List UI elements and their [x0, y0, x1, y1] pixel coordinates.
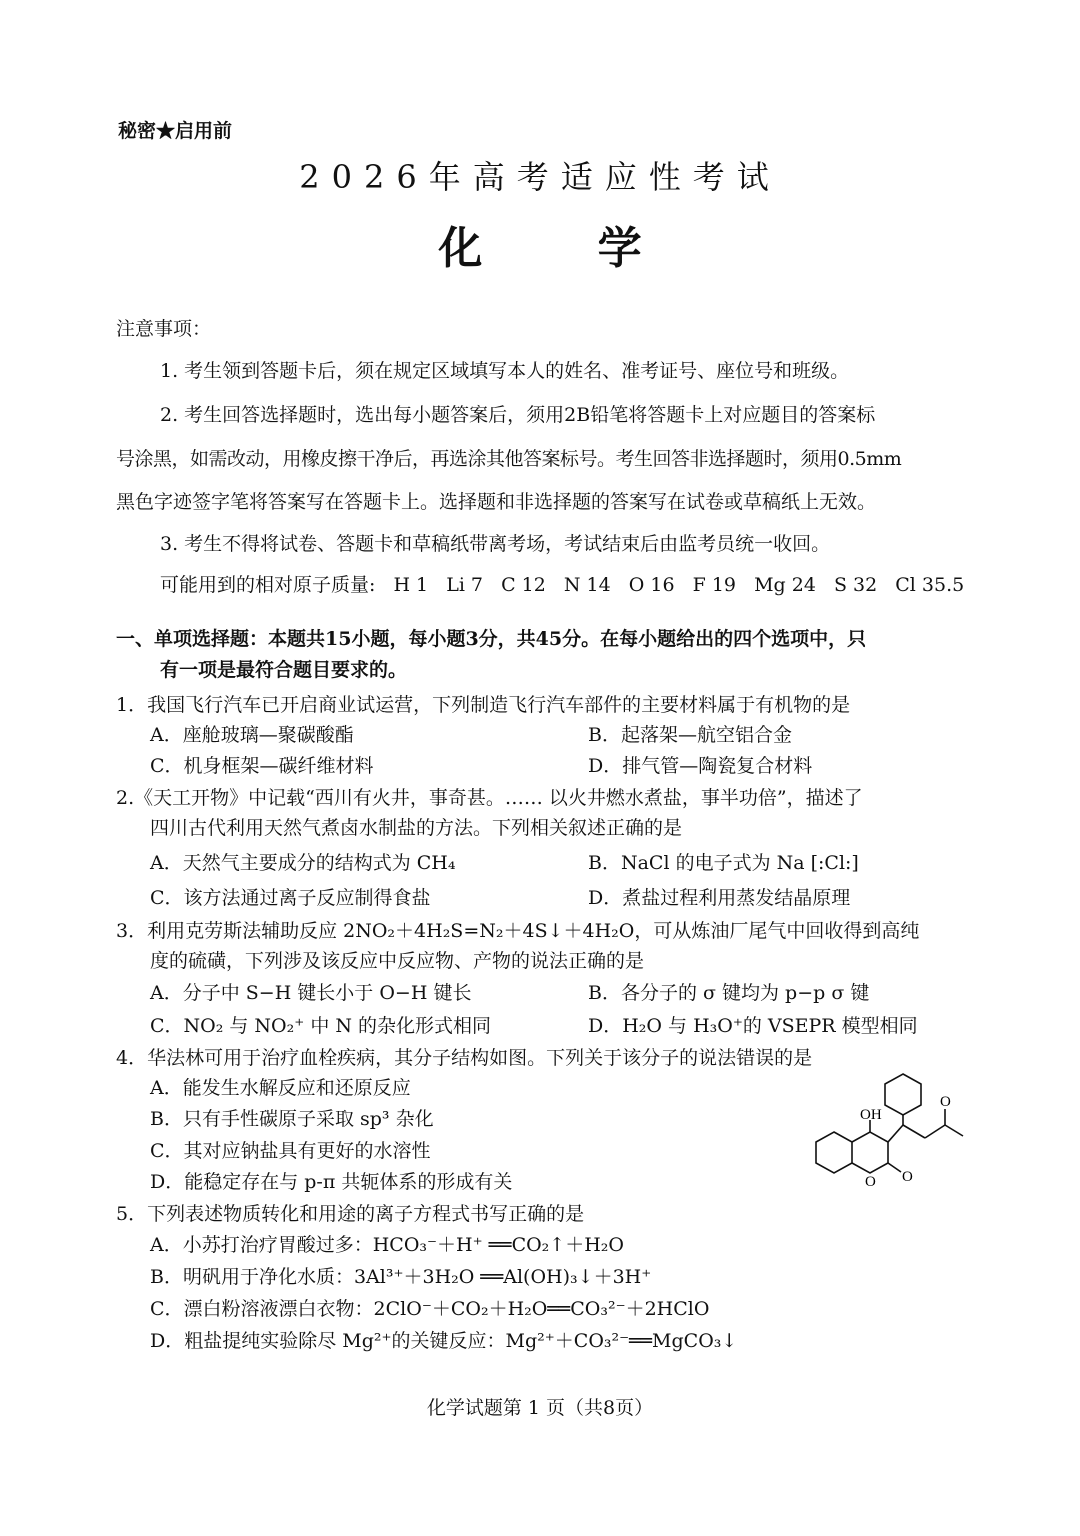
atomic-mass: F 19 — [692, 574, 737, 596]
subject-title: 化 学 — [438, 223, 692, 274]
notice-line: 黑色字迹签字笔将答案写在答题卡上。选择题和非选择题的答案写在试卷或草稿纸上无效。 — [116, 491, 877, 513]
atomic-masses — [160, 570, 976, 597]
atomic-mass: O 16 — [628, 574, 675, 596]
atomic-mass: Mg 24 — [754, 574, 816, 596]
lactone-o-label: O — [902, 1169, 913, 1185]
atomic-mass-label: 可能用到的相对原子质量: — [160, 574, 376, 596]
q3-option-d: D．H₂O 与 H₃O⁺的 VSEPR 模型相同 — [588, 1015, 918, 1037]
q2-option-a: A．天然气主要成分的结构式为 CH₄ — [150, 852, 456, 874]
q2-option-d: D．煮盐过程利用蒸发结晶原理 — [588, 887, 851, 909]
notice-heading: 注意事项： — [116, 318, 212, 340]
q4-option-c: C．其对应钠盐具有更好的水溶性 — [150, 1140, 431, 1162]
page-footer: 化学试题第 1 页（共8页） — [426, 1397, 654, 1419]
notice-line: 2. 考生回答选择题时，选出每小题答案后，须用2B铅笔将答题卡上对应题目的答案标 — [160, 404, 876, 426]
question-3: 3．利用克劳斯法辅助反应 2NO₂＋4H₂S=N₂＋4S↓＋4H₂O，可从炼油厂尾气中回收得到高纯 — [116, 920, 920, 942]
confidential-label: 秘密★启用前 — [118, 120, 233, 142]
notice-line: 号涂黑，如需改动，用橡皮擦干净后，再选涂其他答案标号。考生回答非选择题时，须用0.5mm — [116, 448, 902, 470]
pyranone-ring — [852, 1132, 888, 1173]
atomic-mass: S 32 — [833, 574, 878, 596]
oh-label: OH — [860, 1107, 882, 1123]
q3-option-c: C．NO₂ 与 NO₂⁺ 中 N 的杂化形式相同 — [150, 1015, 492, 1037]
q4-option-a: A．能发生水解反应和还原反应 — [150, 1077, 411, 1099]
atomic-mass: Cl 35.5 — [895, 574, 965, 596]
q3-option-b: B．各分子的 σ 键均为 p−p σ 键 — [588, 982, 870, 1004]
q2-option-b: B．NaCl 的电子式为 Na [:Cl:] — [588, 852, 859, 874]
atomic-mass: C 12 — [501, 574, 546, 596]
q5-option-a: A．小苏打治疗胃酸过多：HCO₃⁻＋H⁺ ══CO₂↑＋H₂O — [150, 1234, 624, 1256]
phenyl-ring — [885, 1074, 921, 1115]
q5-option-b: B．明矾用于净化水质：3Al³⁺＋3H₂O ══Al(OH)₃↓＋3H⁺ — [150, 1266, 652, 1288]
atomic-mass: H 1 — [393, 574, 429, 596]
question-2: 2.《天工开物》中记载“西川有火井，事奇甚。…… 以火井燃水煮盐，事半功倍”，描述了 — [116, 787, 863, 809]
section-heading-cont: 有一项是最符合题目要求的。 — [160, 659, 408, 681]
notice-line: 1. 考生领到答题卡后，须在规定区域填写本人的姓名、准考证号、座位号和班级。 — [160, 360, 850, 382]
q3-option-a: A．分子中 S−H 键长小于 O−H 键长 — [150, 982, 472, 1004]
question-3-cont: 度的硫磺，下列涉及该反应中反应物、产物的说法正确的是 — [150, 950, 645, 972]
atomic-mass: N 14 — [563, 574, 611, 596]
exam-title: 2026年高考适应性考试 — [299, 158, 781, 196]
q4-option-b: B．只有手性碳原子采取 sp³ 杂化 — [150, 1108, 434, 1130]
section-heading: 一、单项选择题：本题共15小题，每小题3分，共45分。在每小题给出的四个选项中，只 — [116, 628, 867, 650]
question-2-cont: 四川古代利用天然气煮卤水制盐的方法。下列相关叙述正确的是 — [150, 817, 683, 839]
q1-option-a: A．座舱玻璃—聚碳酸酯 — [150, 724, 354, 746]
q2-option-c: C．该方法通过离子反应制得食盐 — [150, 887, 431, 909]
question-5: 5．下列表述物质转化和用途的离子方程式书写正确的是 — [116, 1203, 585, 1225]
q1-option-d: D．排气管—陶瓷复合材料 — [588, 755, 813, 777]
q1-option-b: B．起落架—航空铝合金 — [588, 724, 792, 746]
q1-option-c: C．机身框架—碳纤维材料 — [150, 755, 374, 777]
q4-option-d: D．能稳定存在与 p-π 共轭体系的形成有关 — [150, 1171, 513, 1193]
question-4: 4．华法林可用于治疗血栓疾病，其分子结构如图。下列关于该分子的说法错误的是 — [116, 1047, 813, 1069]
q5-option-c: C．漂白粉溶液漂白衣物：2ClO⁻＋CO₂＋H₂O══CO₃²⁻＋2HClO — [150, 1298, 710, 1320]
benzo-ring — [816, 1132, 852, 1173]
warfarin-structure-diagram — [808, 1068, 968, 1198]
notice-line: 3. 考生不得将试卷、答题卡和草稿纸带离考场，考试结束后由监考员统一收回。 — [160, 533, 831, 555]
ring-o-label: O — [865, 1174, 876, 1190]
ketone-o-label: O — [940, 1094, 951, 1110]
atomic-mass: Li 7 — [446, 574, 484, 596]
question-1: 1．我国飞行汽车已开启商业试运营，下列制造飞行汽车部件的主要材料属于有机物的是 — [116, 694, 851, 716]
q5-option-d: D．粗盐提纯实验除尽 Mg²⁺的关键反应：Mg²⁺＋CO₃²⁻══MgCO₃↓ — [150, 1330, 738, 1352]
